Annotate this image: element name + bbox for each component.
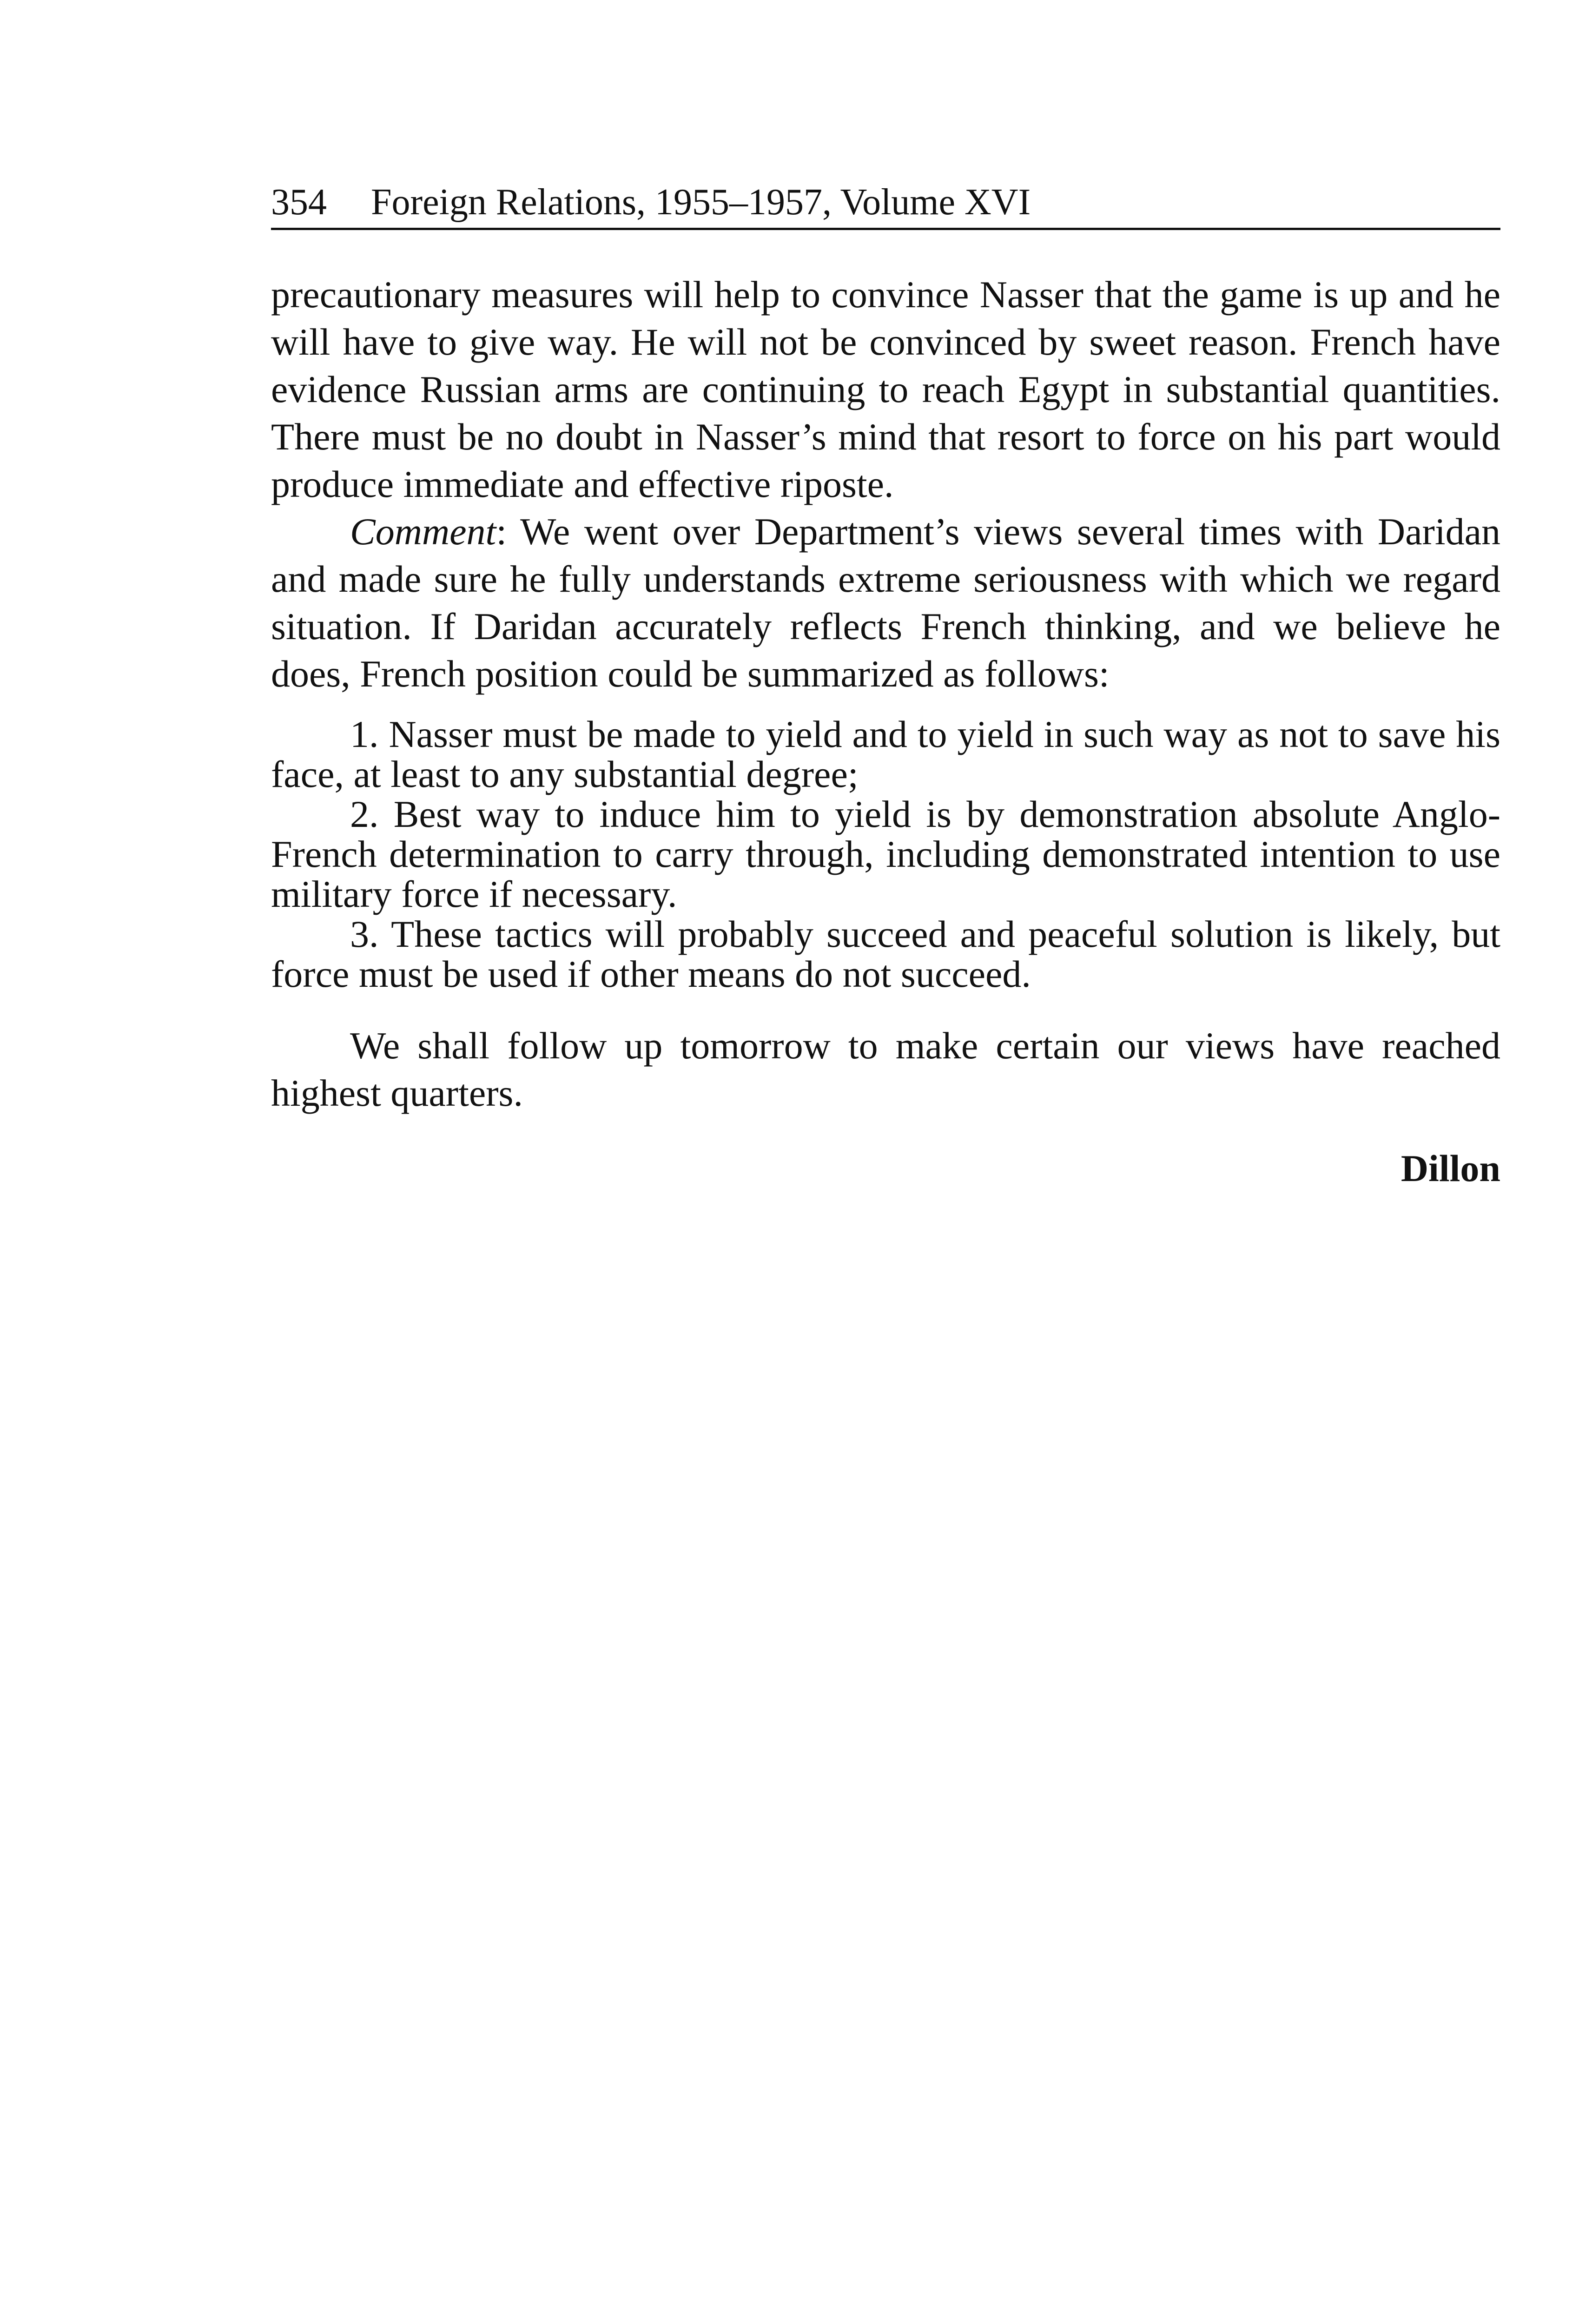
document-body <box>271 271 1500 1117</box>
list-item: 2. Best way to induce him to yield is by demonstration absolute Anglo-French determination to carry through, including demonstrated intention to use military force if necessary. <box>271 793 1500 915</box>
comment-label: Comment <box>350 510 496 553</box>
signature: Dillon <box>1401 1147 1500 1189</box>
list-item: 3. These tactics will probably succeed and peaceful solution is likely, but force must be used if other means do not succeed. <box>271 913 1500 995</box>
list-item: 1. Nasser must be made to yield and to yield in such way as not to save his face, at least to any substantial degree; <box>271 713 1500 795</box>
closing-paragraph: We shall follow up tomorrow to make certain our views have reached highest quarters. <box>271 1024 1500 1114</box>
numbered-list <box>271 714 1500 994</box>
paragraph-continuation: precautionary measures will help to convince Nasser that the game is up and he will have to give way. He will not be convinced by sweet reason. French have evidence Russian arms are continuing to reach Egypt in substantial quantities. There must be no doubt in Nasser’s mind that resort to force on his part would produce immediate and effective riposte. <box>271 273 1500 505</box>
comment-text: : We went over Department’s views several times with Daridan and made sure he fully understands extreme seriousness with which we regard situation. If Daridan accurately reflects French thinking, and we believe he does, French position could be summarized as follows: <box>271 510 1500 695</box>
running-title: Foreign Relations, 1955–1957, Volume XVI <box>371 182 1031 223</box>
page-number: 354 <box>271 182 327 223</box>
comment-paragraph <box>271 508 1500 698</box>
running-header <box>271 177 1500 230</box>
document-page <box>271 177 1500 1192</box>
